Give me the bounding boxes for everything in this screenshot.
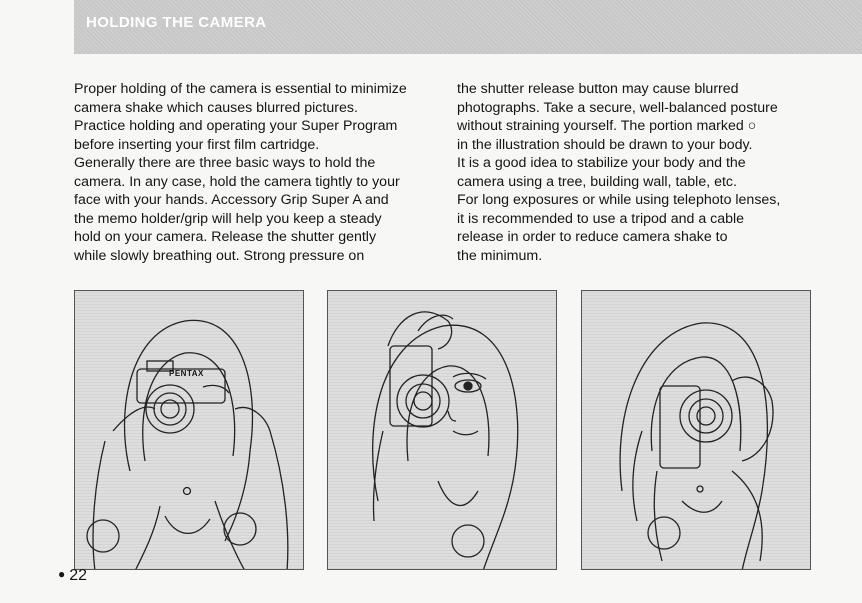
illustration-vertical-hold-top-grip — [327, 290, 557, 570]
text-line: the minimum. — [457, 247, 543, 264]
text-line: it is recommended to use a tripod and a cable — [457, 210, 745, 227]
figure-drawing — [582, 291, 811, 570]
text-line: the memo holder/grip will help you keep a steady — [74, 210, 382, 227]
camera-brand-label: PENTAX — [169, 369, 204, 378]
text-line: Generally there are three basic ways to hold the — [74, 155, 376, 171]
text-line: For long exposures or while using telephoto lenses, — [457, 192, 781, 208]
figure-drawing — [328, 291, 557, 570]
page-number-value: 22 — [69, 567, 88, 584]
bullet-icon: ● — [58, 567, 66, 581]
text-line: in the illustration should be drawn to your body. — [457, 136, 753, 153]
text-line: Proper holding of the camera is essential to minimize — [74, 81, 407, 97]
text-line: while slowly breathing out. Strong pressure on — [74, 247, 365, 264]
figure-drawing — [75, 291, 304, 570]
page-number — [58, 567, 87, 585]
text-line: It is a good idea to stabilize your body and the — [457, 155, 746, 171]
text-line: camera. In any case, hold the camera tightly to your — [74, 173, 400, 190]
right-text-column — [457, 80, 853, 265]
text-line: release in order to reduce camera shake to — [457, 229, 728, 245]
text-line: face with your hands. Accessory Grip Super A and — [74, 192, 389, 208]
illustration-vertical-hold-bottom-grip — [581, 290, 811, 570]
text-line: camera using a tree, building wall, table, etc. — [457, 173, 737, 190]
page-title: HOLDING THE CAMERA — [86, 14, 267, 31]
left-text-column — [74, 80, 452, 265]
illustration-horizontal-hold — [74, 290, 304, 570]
text-line: without straining yourself. The portion marked ○ — [457, 118, 757, 134]
text-line: the shutter release button may cause blurred — [457, 81, 739, 97]
text-line: hold on your camera. Release the shutter gently — [74, 229, 377, 245]
text-line: photographs. Take a secure, well-balanced posture — [457, 99, 778, 116]
text-line: before inserting your first film cartridge. — [74, 136, 320, 153]
text-line: Practice holding and operating your Super Program — [74, 118, 398, 134]
text-line: camera shake which causes blurred pictures. — [74, 99, 358, 116]
